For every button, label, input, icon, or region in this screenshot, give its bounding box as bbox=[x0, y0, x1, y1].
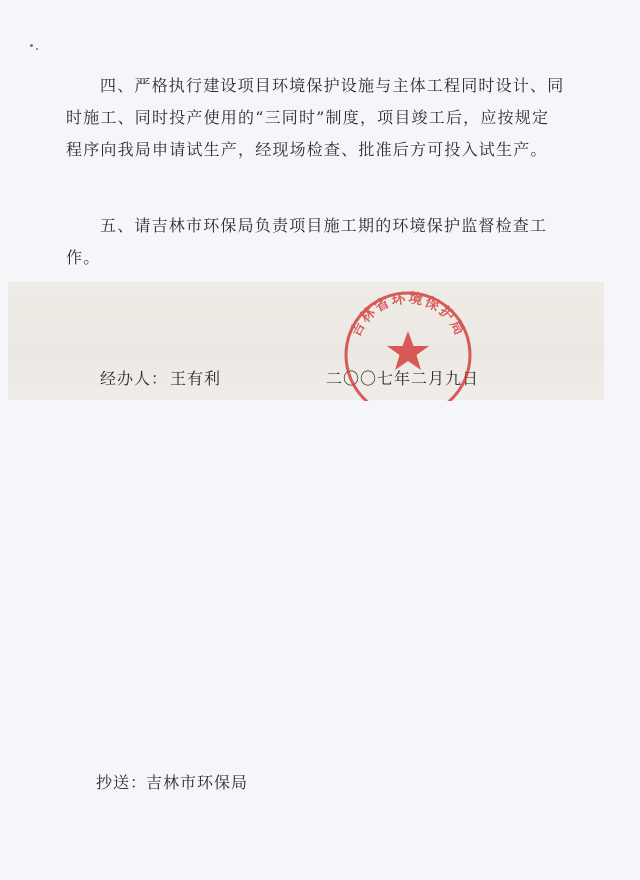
seal-star-icon bbox=[387, 331, 429, 370]
svg-text:吉林省环境保护局 bbox=[347, 290, 468, 340]
seal-text: 吉林省环境保护局 bbox=[347, 290, 469, 340]
issue-date: 二〇〇七年二月九日 bbox=[326, 369, 480, 388]
paragraph-four: 四、严格执行建设项目环境保护设施与主体工程同时设计、同时施工、同时投产使用的“三同时”制度，项目竣工后，应按规定程序向我局申请试生产，经现场检查、批准后方可投入试生产。 bbox=[66, 76, 565, 159]
paragraph-five: 五、请吉林市环保局负责项目施工期的环境保护监督检查工作。 bbox=[66, 216, 548, 267]
handler-name: 王有利 bbox=[170, 369, 222, 388]
scan-speck bbox=[36, 48, 38, 50]
official-seal-stamp bbox=[338, 283, 478, 401]
scan-speck bbox=[30, 44, 33, 47]
cc-label: 抄送： bbox=[96, 773, 148, 792]
cc-recipient: 吉林市环保局 bbox=[146, 773, 249, 792]
handler-label: 经办人： bbox=[100, 369, 169, 388]
signature-band bbox=[8, 282, 604, 400]
